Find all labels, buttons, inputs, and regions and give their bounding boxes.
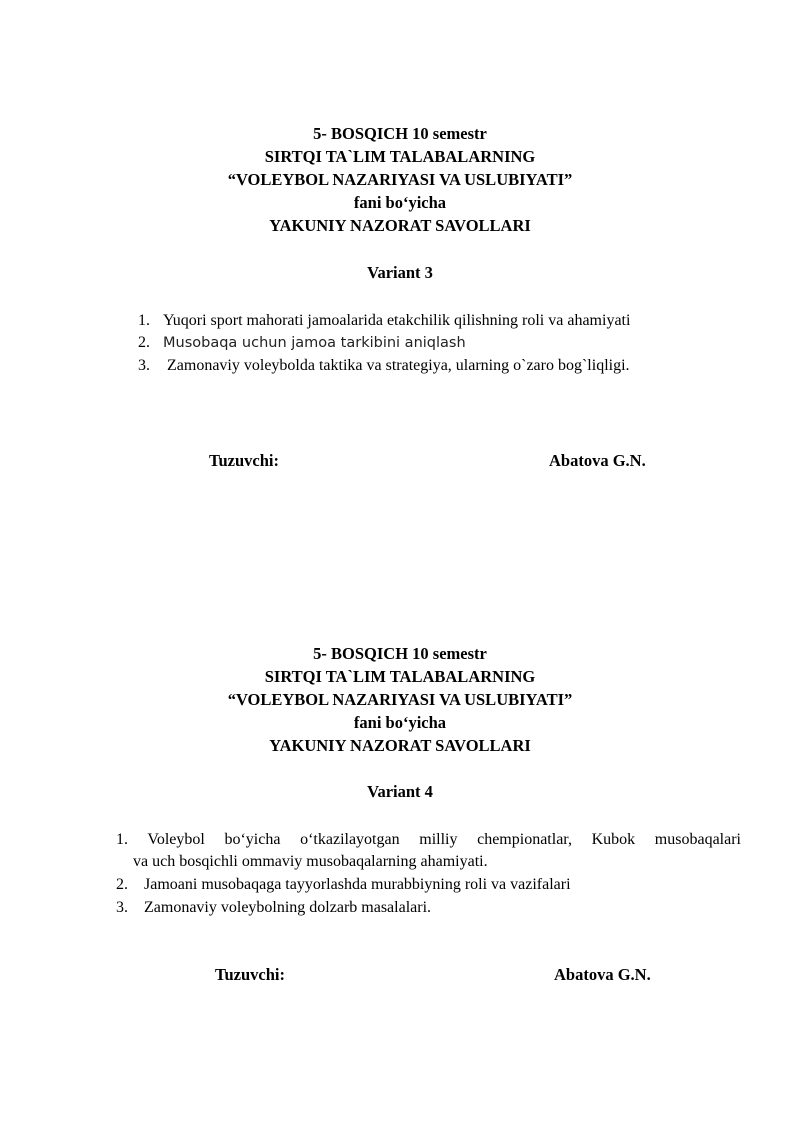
question-number: 2. — [116, 876, 128, 893]
question-text-line-2: va uch bosqichli ommaviy musobaqalarning ahamiyati. — [133, 853, 488, 870]
question-text: Yuqori sport mahorati jamoalarida etakchilik qilishning roli va ahamiyati — [163, 312, 631, 329]
author-name: Abatova G.N. — [554, 965, 651, 984]
question-number: 3. — [116, 899, 128, 916]
question-item — [116, 874, 571, 896]
header-line-students: SIRTQI TA`LIM TALABALARNING — [264, 667, 536, 686]
variant-title: Variant 4 — [367, 782, 433, 801]
question-text: Zamonaviy voleybolning dolzarb masalalari. — [144, 899, 432, 916]
question-text: Zamonaviy voleybolda taktika va strategiya, ularning o`zaro bog`liqligi. — [167, 357, 630, 374]
question-number: 1. — [116, 831, 128, 848]
question-item — [116, 897, 431, 919]
question-number: 1. — [138, 312, 150, 329]
question-text-line-1: 1. Voleybol bo‘yicha o‘tkazilayotgan milliy chempionatlar, Kubok musobaqalari — [116, 831, 742, 848]
section-2-header — [0, 642, 800, 757]
author-label: Tuzuvchi: — [209, 451, 279, 470]
header-line-by-subject: fani bo‘yicha — [353, 193, 447, 212]
question-number: 3. — [138, 357, 150, 374]
header-line-stage: 5- BOSQICH 10 semestr — [313, 124, 487, 143]
question-number: 2. — [138, 334, 150, 351]
header-line-subject: “VOLEYBOL NAZARIYASI VA USLUBIYATI” — [227, 690, 573, 709]
question-item — [138, 310, 630, 332]
question-item — [138, 332, 466, 354]
header-line-subject: “VOLEYBOL NAZARIYASI VA USLUBIYATI” — [227, 170, 573, 189]
question-text: Jamoani musobaqaga tayyorlashda murabbiyning roli va vazifalari — [144, 876, 571, 893]
author-name: Abatova G.N. — [549, 451, 646, 470]
author-label: Tuzuvchi: — [215, 965, 285, 984]
question-item — [138, 355, 630, 377]
header-line-students: SIRTQI TA`LIM TALABALARNING — [264, 147, 536, 166]
question-item — [116, 829, 741, 873]
section-1-header — [0, 122, 800, 237]
header-line-stage: 5- BOSQICH 10 semestr — [313, 644, 487, 663]
variant-title: Variant 3 — [367, 263, 433, 282]
header-line-exam-questions: YAKUNIY NAZORAT SAVOLLARI — [269, 216, 531, 235]
header-line-by-subject: fani bo‘yicha — [353, 713, 447, 732]
question-text: Musobaqa uchun jamoa tarkibini aniqlash — [163, 335, 466, 351]
header-line-exam-questions: YAKUNIY NAZORAT SAVOLLARI — [269, 736, 531, 755]
